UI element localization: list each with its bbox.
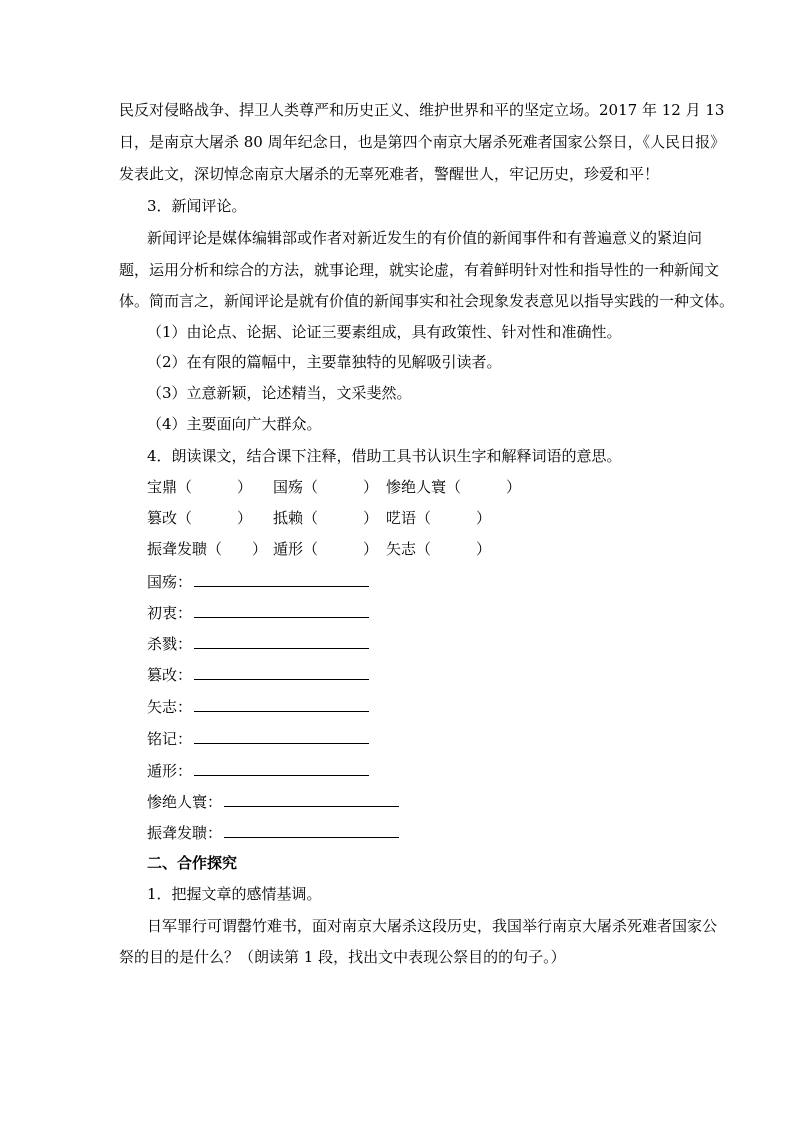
question-line: 祭的目的是什么？（朗读第 1 段，找出文中表现公祭目的的句子。） — [119, 948, 566, 966]
pronunciation-item: 篡改（ ） — [147, 509, 253, 527]
question-heading: 1．把握文章的感情基调。 — [147, 885, 322, 903]
feature-item: （4）主要面向广大群众。 — [147, 415, 322, 433]
answer-blank[interactable] — [194, 664, 369, 680]
definition-term: 国殇： — [147, 573, 193, 591]
pronunciation-item: 振聋发聩（ ） — [147, 540, 268, 558]
answer-blank[interactable] — [194, 571, 369, 587]
section-heading: 4．朗读课文，结合课下注释，借助工具书认识生字和解释词语的意思。 — [147, 447, 622, 465]
pronunciation-item: 惨绝人寰（ ） — [386, 478, 522, 496]
pronunciation-item: 抵赖（ ） — [273, 509, 379, 527]
answer-blank[interactable] — [194, 728, 369, 744]
answer-blank[interactable] — [194, 696, 369, 712]
answer-blank[interactable] — [224, 791, 399, 807]
feature-item: （2）在有限的篇幅中，主要靠独特的见解吸引读者。 — [147, 353, 502, 371]
paragraph-line: 发表此文，深切悼念南京大屠杀的无辜死难者，警醒世人，牢记历史，珍爱和平！ — [119, 165, 660, 183]
definition-term: 铭记： — [147, 730, 193, 748]
paragraph-line: 体。简而言之，新闻评论是就有价值的新闻事实和社会现象发表意见以指导实践的一种文体。 — [119, 292, 735, 310]
paragraph-line: 题，运用分析和综合的方法，就事论理，就实论虚，有着鲜明针对性和指导性的一种新闻文 — [119, 261, 720, 279]
definition-term: 矢志： — [147, 698, 193, 716]
definition-row — [147, 728, 369, 748]
question-line: 日军罪行可谓罄竹难书，面对南京大屠杀这段历史，我国举行南京大屠杀死难者国家公 — [147, 917, 718, 935]
part-heading: 二、合作探究 — [147, 854, 238, 872]
answer-blank[interactable] — [224, 822, 399, 838]
paragraph-line: 日，是南京大屠杀 80 周年纪念日，也是第四个南京大屠杀死难者国家公祭日，《人民日报》 — [119, 133, 726, 151]
answer-blank[interactable] — [194, 760, 369, 776]
definition-row — [147, 760, 369, 780]
definition-term: 杀戮： — [147, 635, 193, 653]
definition-term: 遁形： — [147, 762, 193, 780]
definition-row — [147, 633, 369, 653]
pronunciation-item: 遁形（ ） — [273, 540, 379, 558]
pronunciation-item: 矢志（ ） — [386, 540, 492, 558]
definition-term: 振聋发聩： — [147, 824, 223, 842]
definition-term: 初衷： — [147, 604, 193, 622]
pronunciation-item: 宝鼎（ ） — [147, 478, 253, 496]
definition-row — [147, 696, 369, 716]
feature-item: （1）由论点、论据、论证三要素组成，具有政策性、针对性和准确性。 — [147, 323, 622, 341]
paragraph-line: 新闻评论是媒体编辑部或作者对新近发生的有价值的新闻事件和有普遍意义的紧迫问 — [147, 229, 703, 247]
definition-term: 篡改： — [147, 666, 193, 684]
definition-term: 惨绝人寰： — [147, 793, 223, 811]
definition-row — [147, 791, 399, 811]
definition-row — [147, 602, 369, 622]
pronunciation-item: 国殇（ ） — [273, 478, 379, 496]
definition-row — [147, 664, 369, 684]
feature-item: （3）立意新颖，论述精当，文采斐然。 — [147, 384, 412, 402]
answer-blank[interactable] — [194, 633, 369, 649]
definition-row — [147, 822, 399, 842]
section-heading: 3．新闻评论。 — [147, 197, 247, 215]
definition-row — [147, 571, 369, 591]
pronunciation-item: 呓语（ ） — [386, 509, 492, 527]
answer-blank[interactable] — [194, 602, 369, 618]
paragraph-line: 民反对侵略战争、捍卫人类尊严和历史正义、维护世界和平的坚定立场。2017 年 12 月 13 — [119, 101, 725, 119]
